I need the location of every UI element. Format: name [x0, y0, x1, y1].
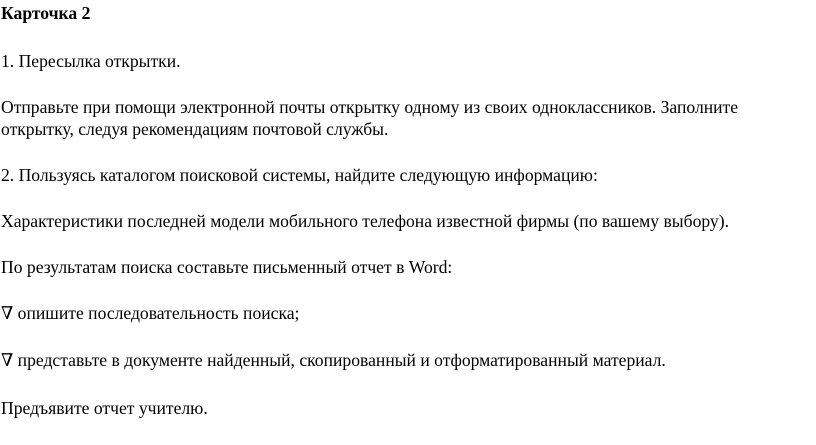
- task2-subject: Характеристики последней модели мобильного телефона известной фирмы (по вашему выбору).: [1, 211, 729, 231]
- report-intro: По результатам поиска составьте письменный отчет в Word:: [1, 257, 453, 277]
- card-title: Карточка 2: [1, 3, 91, 23]
- task1-heading: 1. Пересылка открытки.: [1, 51, 181, 71]
- closing-text: Предъявите отчет учителю.: [1, 398, 208, 418]
- bullet-item-1: ∇ опишите последовательность поиска;: [1, 303, 300, 323]
- task1-text-line2: открытку, следуя рекомендациям почтовой службы.: [1, 119, 389, 139]
- bullet-item-2: ∇ представьте в документе найденный, скопированный и отформатированный материал.: [1, 350, 666, 370]
- task1-text-line1: Отправьте при помощи электронной почты открытку одному из своих одноклассников. Заполните: [1, 97, 739, 117]
- task2-heading: 2. Пользуясь каталогом поисковой системы, найдите следующую информацию:: [1, 165, 598, 185]
